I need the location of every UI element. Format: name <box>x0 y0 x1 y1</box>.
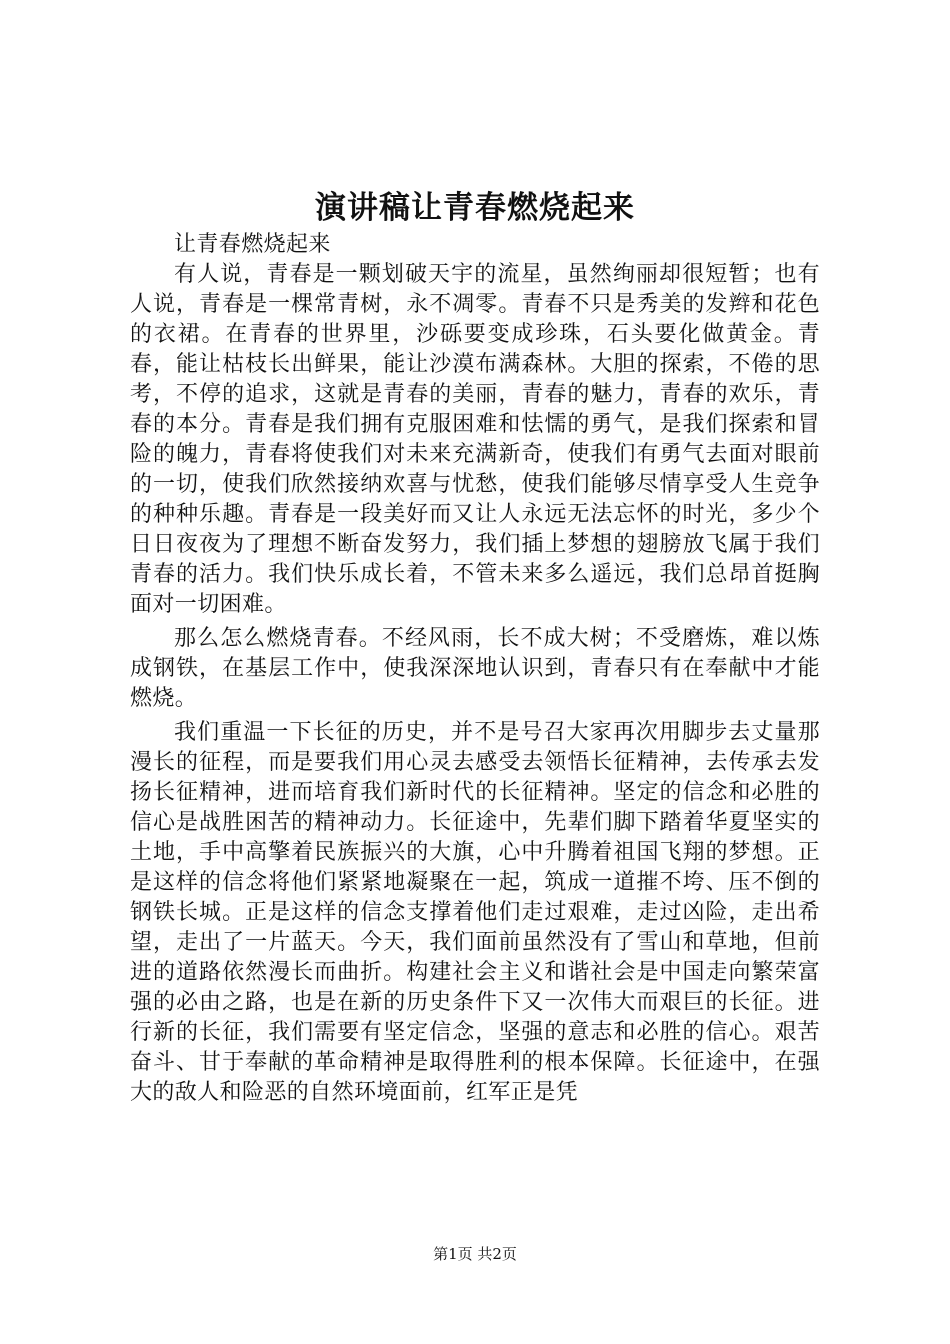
paragraph-3: 我们重温一下长征的历史，并不是号召大家再次用脚步去丈量那漫长的征程，而是要我们用心灵去感受去领悟长征精神，去传承去发扬长征精神，进而培育我们新时代的长征精神。坚定的信念和必胜的信心是战胜困苦的精神动力。长征途中，先辈们脚下踏着华夏坚实的土地，手中高擎着民族振兴的大旗，心中升腾着祖国飞翔的梦想。正是这样的信念将他们紧紧地凝聚在一起，筑成一道摧不垮、压不倒的钢铁长城。正是这样的信念支撑着他们走过艰难，走过凶险，走出希望，走出了一片蓝天。今天，我们面前虽然没有了雪山和草地，但前进的道路依然漫长而曲折。构建社会主义和谐社会是中国走向繁荣富强的必由之路，也是在新的历史条件下又一次伟大而艰巨的长征。进行新的长征，我们需要有坚定信念，坚强的意志和必胜的信心。艰苦奋斗、甘于奉献的革命精神是取得胜利的根本保障。长征途中，在强大的敌人和险恶的自然环境面前，红军正是凭 <box>130 720 820 1105</box>
document-body <box>130 230 820 1108</box>
paragraph-subtitle: 让青春燃烧起来 <box>174 232 331 257</box>
paragraph-1: 有人说，青春是一颗划破天宇的流星，虽然绚丽却很短暂；也有人说，青春是一棵常青树，永不凋零。青春不只是秀美的发辫和花色的衣裙。在青春的世界里，沙砾要变成珍珠，石头要化做黄金。青春，能让枯枝长出鲜果，能让沙漠布满森林。大胆的探索，不倦的思考，不停的追求，这就是青春的美丽，青春的魅力，青春的欢乐，青春的本分。青春是我们拥有克服困难和怯懦的勇气，是我们探索和冒险的魄力，青春将使我们对未来充满新奇，使我们有勇气去面对眼前的一切，使我们欣然接纳欢喜与忧愁，使我们能够尽情享受人生竞争的种种乐趣。青春是一段美好而又让人永远无法忘怀的时光，多少个日日夜夜为了理想不断奋发努力，我们插上梦想的翅膀放飞属于我们青春的活力。我们快乐成长着，不管未来多么遥远，我们总昂首挺胸面对一切困难。 <box>130 262 820 617</box>
page-number-footer: 第1页 共2页 <box>433 1245 517 1263</box>
document-title: 演讲稿让青春燃烧起来 <box>315 190 635 226</box>
paragraph-2: 那么怎么燃烧青春。不经风雨，长不成大树；不受磨炼，难以炼成钢铁，在基层工作中，使我深深地认识到，青春只有在奉献中才能燃烧。 <box>130 626 820 711</box>
